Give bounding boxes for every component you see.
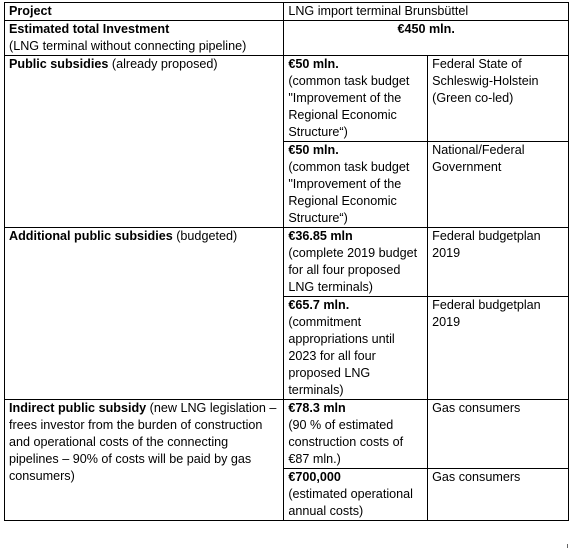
table-row bbox=[5, 56, 569, 142]
investment-label: Estimated total Investment bbox=[9, 22, 170, 36]
subsidy-amount: €65.7 mln. bbox=[288, 298, 350, 312]
indirect-subsidy-label-cell bbox=[5, 400, 284, 521]
investment-note: (LNG terminal without connecting pipeline) bbox=[9, 39, 247, 53]
subsidy-amount: €36.85 mln bbox=[288, 229, 353, 243]
subsidy-amount: €78.3 mln bbox=[288, 401, 346, 415]
lng-investment-table bbox=[4, 2, 569, 521]
subsidy-source: Federal budgetplan 2019 bbox=[428, 228, 569, 297]
indirect-subsidy-note: (new LNG legislation – frees investor from the burden of construction and operational costs of the connecting pipelines – 90% of costs will be paid by gas consumers) bbox=[9, 401, 277, 483]
subsidy-source: Gas consumers bbox=[428, 469, 569, 521]
subsidy-detail: (common task budget "Improvement of the Regional Economic Structure“) bbox=[288, 160, 410, 225]
investment-label-cell bbox=[5, 21, 284, 56]
investment-value: €450 mln. bbox=[284, 21, 569, 56]
amount-cell bbox=[284, 56, 428, 142]
table-row bbox=[5, 400, 569, 469]
public-subsidies-label-cell bbox=[5, 56, 284, 228]
subsidy-source: Federal State of Schleswig-Holstein (Green co-led) bbox=[428, 56, 569, 142]
table-row bbox=[5, 21, 569, 56]
table-row bbox=[5, 228, 569, 297]
subsidy-amount: €50 mln. bbox=[288, 143, 339, 157]
subsidy-source: Gas consumers bbox=[428, 400, 569, 469]
header-project-label: Project bbox=[5, 3, 284, 21]
public-subsidies-label: Public subsidies bbox=[9, 57, 109, 71]
amount-cell bbox=[284, 142, 428, 228]
subsidy-amount: €50 mln. bbox=[288, 57, 339, 71]
additional-subsidies-label-cell bbox=[5, 228, 284, 400]
amount-cell bbox=[284, 469, 428, 521]
additional-subsidies-label: Additional public subsidies bbox=[9, 229, 173, 243]
subsidy-amount: €700,000 bbox=[288, 470, 341, 484]
subsidy-source: National/Federal Government bbox=[428, 142, 569, 228]
public-subsidies-note: (already proposed) bbox=[108, 57, 218, 71]
subsidy-detail: (estimated operational annual costs) bbox=[288, 487, 413, 518]
subsidy-detail: (90 % of estimated construction costs of €87 mln.) bbox=[288, 418, 404, 466]
table-row bbox=[5, 3, 569, 21]
subsidy-detail: (commitment appropriations until 2023 for all four proposed LNG terminals) bbox=[288, 315, 395, 397]
amount-cell bbox=[284, 400, 428, 469]
corner-mark bbox=[567, 544, 571, 548]
subsidy-detail: (complete 2019 budget for all four proposed LNG terminals) bbox=[288, 246, 418, 294]
header-project-value: LNG import terminal Brunsbüttel bbox=[284, 3, 569, 21]
amount-cell bbox=[284, 297, 428, 400]
amount-cell bbox=[284, 228, 428, 297]
subsidy-detail: (common task budget "Improvement of the Regional Economic Structure“) bbox=[288, 74, 410, 139]
subsidy-source: Federal budgetplan 2019 bbox=[428, 297, 569, 400]
indirect-subsidy-label: Indirect public subsidy bbox=[9, 401, 147, 415]
additional-subsidies-note: (budgeted) bbox=[172, 229, 238, 243]
